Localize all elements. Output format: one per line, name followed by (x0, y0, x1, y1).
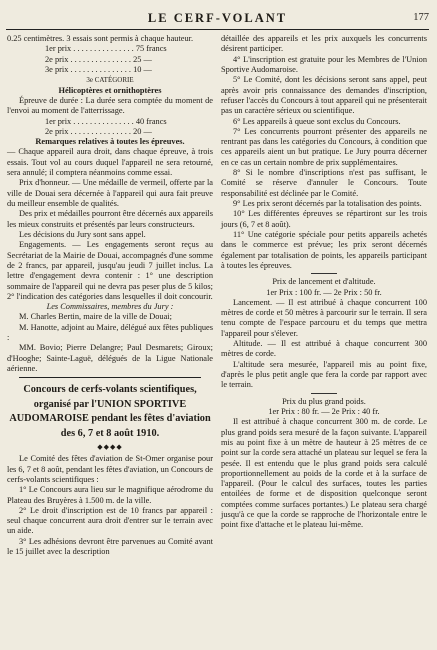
right-column (221, 34, 427, 531)
paragraph: Le Comité des fêtes d'aviation de St-Omer organise pour les 6, 7 et 8 août, pendant les fêtes d'aviation, un Concours de cerfs-volants scientifiques : (7, 454, 213, 484)
paragraph: 0.25 centimètres. 3 essais sont permis à chaque hauteur. (7, 34, 194, 43)
rule-item: 8° Si le nombre d'inscriptions n'est pas suffisant, le Comité se réserve d'annuler le Concours. Toute responsabilité est déclinée par le Comité. (221, 168, 427, 198)
rule-item: 2° Le droit d'inscription est de 10 francs par appareil : seul chaque concurrent aura droit d'entrer sur le terrain avec un aide. (7, 505, 213, 536)
page-header (6, 12, 429, 26)
left-column (7, 34, 213, 557)
prize-line: 1er prix . . . . . . . . . . . . . . . 75 francs (45, 44, 167, 54)
paragraph: Prix d'honneur. — Une médaille de vermeil, offerte par la ville de Douai sera décernée à l'appareil qui aura fait preuve du meilleur ensemble de qualités. (7, 178, 213, 208)
journal-title: LE CERF-VOLANT (147, 11, 288, 25)
jury-member: M. Hanotte, adjoint au Maire, délégué aux fêtes publiques : (7, 322, 213, 343)
rule-item: 11° Une catégorie spéciale pour petits appareils achetés dans le commerce est prévue; les prix seront décernés également par totalisation de points, les appareils participant à toutes les épreuves. (221, 229, 427, 270)
rule-item: 6° Les appareils à queue sont exclus du Concours. (233, 116, 401, 126)
prize-line: 1er prix . . . . . . . . . . . . . . . 40 francs (45, 116, 167, 126)
paragraph: détaillée des appareils et les prix auxquels les concurrents désirent participer. (221, 34, 427, 54)
rule-item: 3° Les adhésions devront être parvenues au Comité avant le 15 juillet avec la description (7, 536, 213, 557)
prize-summary: 1er Prix : 100 fr. — 2e Prix : 50 fr. (266, 287, 382, 297)
prize-line: 3e prix . . . . . . . . . . . . . . . 10 — (45, 64, 152, 74)
rule-item: 5° Le Comité, dont les décisions seront sans appel, peut après avoir pris connaissance des demandes d'inscription, refuser l'accès du Concours à tout appareil qui ne présenterait pas un caractère sérieux ou scientifique. (221, 75, 427, 116)
category-title: Hélicoptères et ornithoptères (58, 85, 162, 95)
subsection-title: Prix du plus grand poids. (282, 396, 366, 406)
rule-item: 9° Les prix seront décernés par la totalisation des points. (233, 199, 422, 208)
section-headline: Concours de cerfs-volants scientifiques, organisé par l'UNION SPORTIVE AUDOMAROISE pendant les fêtes d'aviation des 6, 7 et 8 août 1910. (9, 384, 211, 439)
rule-item: 4° L'inscription est gratuite pour les Membres de l'Union Sportive Audomaroise. (221, 54, 427, 74)
header-rule (6, 29, 429, 30)
jury-heading: Les Commissaires, membres du Jury : (46, 302, 174, 312)
paragraph: Les décisions du Jury sont sans appel. (19, 229, 146, 239)
paragraph: Engagements. — Les engagements seront reçus au Secrétariat de la Mairie de Douai, accompagnés d'une somme de 2 francs, par appareil, jusqu'au jeudi 7 juillet inclus. La lettre d'engagement devra contenir : 1° une description sommaire de l'appareil qui ne devra pas peser plus de 5 kilos; 2° l'indication des catégories dans lesquelles il doit concourir. (7, 240, 213, 301)
paragraph: Des prix et médailles pourront être décernés aux appareils les mieux construits et présentés par leurs constructeurs. (7, 209, 213, 229)
rule-item: 10° Les différentes épreuves se répartiront sur les trois jours (6, 7 et 8 août). (221, 209, 427, 229)
category-label: 3e CATÉGORIE (86, 76, 134, 85)
paragraph: — Chaque appareil aura droit, dans chaque épreuve, à trois essais. Tout vol au cours duquel l'appareil ne sera retourné, sera annulé; il comptera néanmoins comme essai. (7, 147, 213, 178)
paragraph: Épreuve de durée : La durée sera comptée du moment de l'envoi au moment de l'atterrissage. (7, 95, 213, 116)
prize-line: 2e prix . . . . . . . . . . . . . . . 20 — (45, 126, 152, 136)
subsection-title: Prix de lancement et d'altitude. (272, 277, 376, 287)
small-rule (311, 393, 337, 394)
paragraph: L'altitude sera mesurée, l'appareil mis au point fixe, d'après le plus petit angle que fera la corde par rapport avec le terrain. (221, 359, 427, 390)
section-title: Remarques relatives à toutes les épreuves. (35, 137, 185, 147)
ornament-diamonds: ◆◆◆◆ (97, 442, 123, 451)
section-rule (19, 377, 201, 378)
paragraph: Il est attribué à chaque concurrent 300 m. de corde. Le plus grand poids sera mesuré de la façon suivante. L'appareil mis au point fixe à un mètre de hauteur à 25 mètres de ce point sur la corde sera attaché un plateau sur lequel se fera la pesée. Il est entendu que le plus grand poids sera calculé proportionnellement au poids de la corde et à la surface de l'appareil. (Pour le calcul des surfaces, toutes les parties entoilées de forme et de disposition quelconque seront comptées comme surfaces portantes.) Le plateau sera chargé jusqu'à ce que la corde se rapproche de l'horizontale entre le point fixe d'attache et le plateau lui-même. (221, 417, 427, 530)
page-number: 177 (413, 12, 429, 23)
paragraph: Altitude. — Il est attribué à chaque concurrent 300 mètres de corde. (221, 339, 427, 359)
jury-member: M. Charles Bertin, maire de la ville de Douai; (19, 312, 172, 322)
rule-item: 1° Le Concours aura lieu sur le magnifique aérodrome du Plateau des Bruyères à 1.500 m. de la ville. (7, 485, 213, 505)
paragraph: Lancement. — Il est attribué à chaque concurrent 100 mètres de corde et 50 mètres à parcourir sur le terrain. Il sera tenu compte de l'espace parcouru et du temps que mettra l'appareil pour s'élever. (221, 297, 427, 338)
prize-line: 2e prix . . . . . . . . . . . . . . . 25 — (45, 54, 152, 64)
rule-item: 7° Les concurrents pourront présenter des appareils ne rentrant pas dans les catégories du Concours, à condition que ces appareils aient un but pratique. Le Jury pourra décerner en ce cas un certain nombre de prix supplémentaires. (221, 126, 427, 167)
small-rule (311, 273, 337, 274)
jury-member: MM. Bovio; Pierre Delangre; Paul Desmarets; Giroux; d'Hooghe; Sainte-Laguë, délégués de la Ligue Nationale aérienne. (7, 343, 213, 373)
prize-summary: 1er Prix : 80 fr. — 2e Prix : 40 fr. (268, 406, 380, 416)
